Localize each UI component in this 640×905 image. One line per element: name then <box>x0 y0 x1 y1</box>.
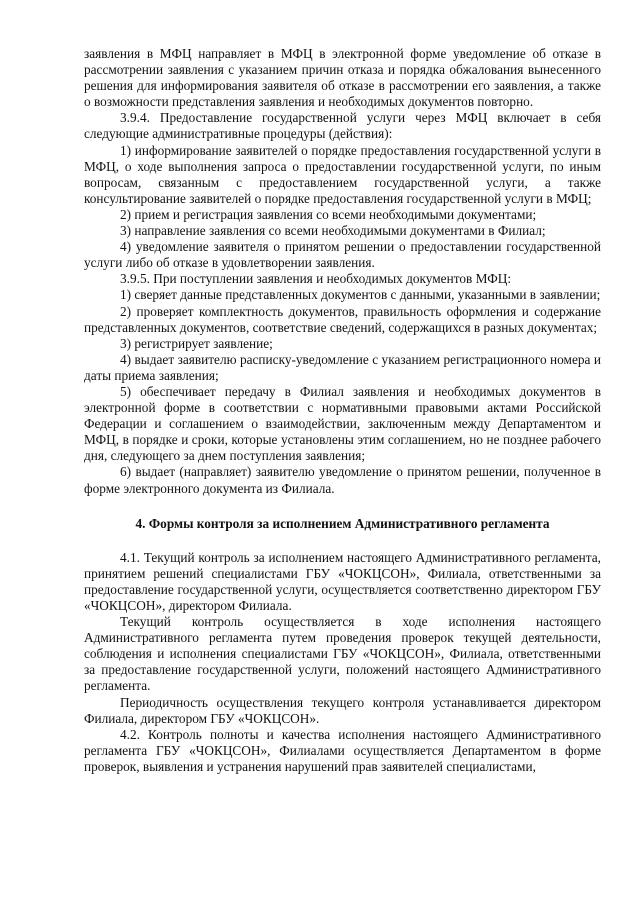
list-item: 1) сверяет данные представленных документов с данными, указанными в заявлении; <box>120 287 601 303</box>
paragraph: заявления в МФЦ направляет в МФЦ в электронной форме уведомление об отказе в рассмотрении заявления с указанием причин отказа и порядка обжалования вынесенного решения для информирования заявителя об отказе в рассмотрении его заявления, а также о возможности представления заявления и необходимых документов повторно. <box>84 46 601 110</box>
paragraph: 3.9.5. При поступлении заявления и необходимых документов МФЦ: <box>120 271 512 287</box>
paragraph: 4.1. Текущий контроль за исполнением настоящего Административного регламента, принятием решений специалистами ГБУ «ЧОКЦСОН», Филиала, ответственными за предоставление государственной услуги, осуществляется соответственно директором ГБУ «ЧОКЦСОН», директором Филиала. <box>84 549 601 613</box>
list-item: 4) выдает заявителю расписку-уведомление с указанием регистрационного номера и даты приема заявления; <box>84 351 601 383</box>
list-item: 2) прием и регистрация заявления со всеми необходимыми документами; <box>120 206 537 222</box>
list-item: 6) выдает (направляет) заявителю уведомление о принятом решении, полученное в форме электронного документа из Филиала. <box>84 464 601 496</box>
list-item: 2) проверяет комплектность документов, правильность оформления и содержание представленных документов, соответствие сведений, содержащихся в разных документах; <box>84 303 601 335</box>
paragraph: Периодичность осуществления текущего контроля устанавливается директором Филиала, директором ГБУ «ЧОКЦСОН». <box>84 694 601 726</box>
paragraph: 4.2. Контроль полноты и качества исполнения настоящего Административного регламента ГБУ «ЧОКЦСОН», Филиалами осуществляется Департаментом в форме проверок, выявления и устранения нарушений прав заявителей специалистами, <box>84 726 601 774</box>
list-item: 3) направление заявления со всеми необходимыми документами в Филиал; <box>120 223 546 239</box>
list-item: 4) уведомление заявителя о принятом решении о предоставлении государственной услуги либо об отказе в удовлетворении заявления. <box>84 239 601 271</box>
list-item: 1) информирование заявителей о порядке предоставления государственной услуги в МФЦ, о ходе выполнения запроса о предоставлении государственной услуги, по иным вопросам, связанным с предоставлением государственной услуги, а также консультирование заявителей о порядке предоставления государственной услуги в МФЦ; <box>84 142 601 206</box>
list-item: 3) регистрирует заявление; <box>120 335 273 351</box>
list-item: 5) обеспечивает передачу в Филиал заявления и необходимых документов в электронной форме в соответствии с нормативными правовыми актами Российской Федерации и соглашением о взаимодействии, заключенным между Департаментом и МФЦ, в порядке и сроки, которые установлены этим соглашением, но не позднее рабочего дня, следующего за днем поступления заявления; <box>84 383 601 464</box>
paragraph: Текущий контроль осуществляется в ходе исполнения настоящего Административного регламента путем проведения проверок текущей деятельности, соблюдения и исполнения специалистами ГБУ «ЧОКЦСОН», Филиала, ответственными за предоставление государственной услуги, положений настоящего Административного регламента. <box>84 614 601 694</box>
document-page <box>84 46 601 775</box>
paragraph: 3.9.4. Предоставление государственной услуги через МФЦ включает в себя следующие административные процедуры (действия): <box>84 110 601 142</box>
section-heading: 4. Формы контроля за исполнением Административного регламента <box>135 515 550 531</box>
